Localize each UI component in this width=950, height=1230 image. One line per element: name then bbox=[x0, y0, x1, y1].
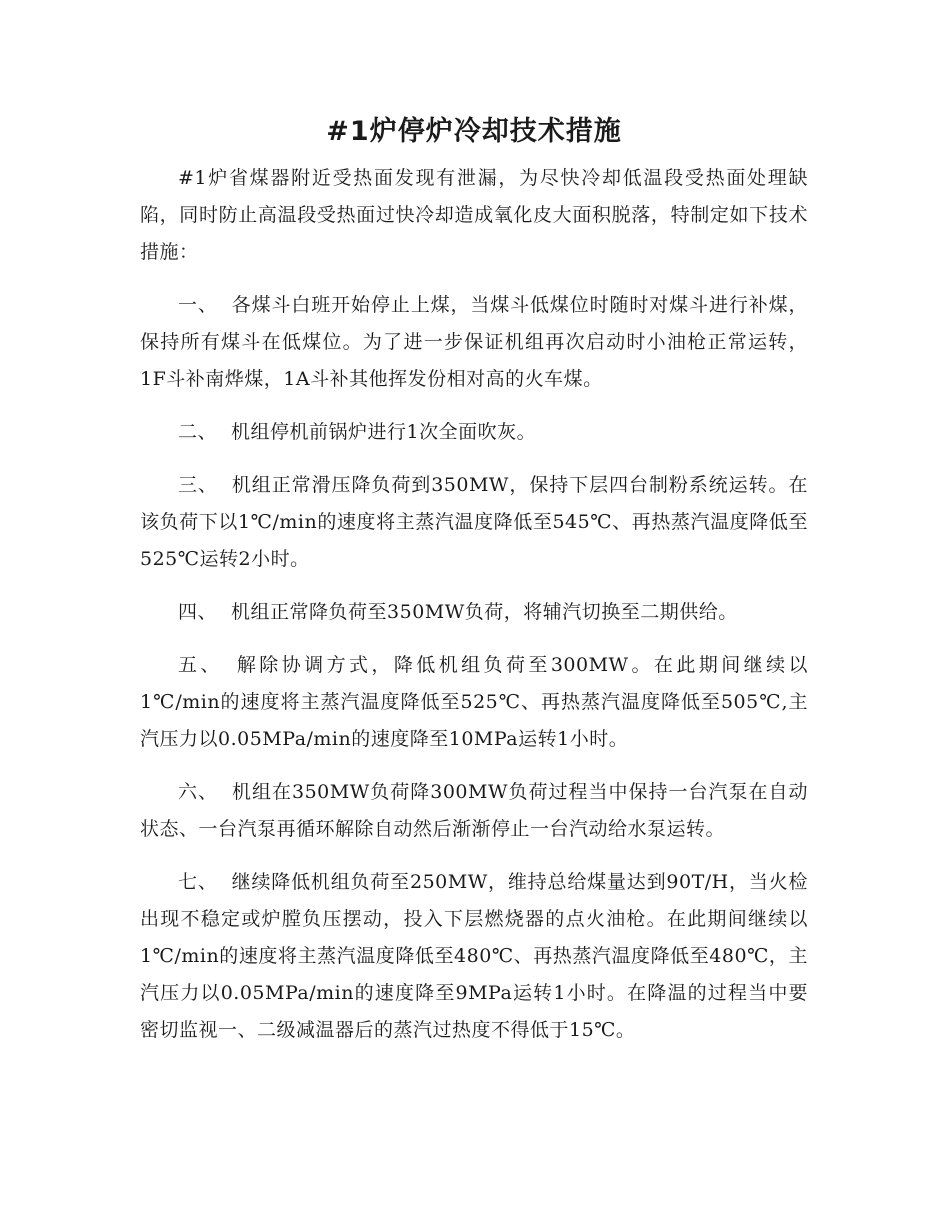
item-number: 七、 bbox=[178, 871, 218, 893]
measure-item-5 bbox=[140, 647, 808, 758]
item-text: 机组停机前锅炉进行1次全面吹灰。 bbox=[231, 421, 537, 443]
item-text: 各煤斗白班开始停止上煤，当煤斗低煤位时随时对煤斗进行补煤，保持所有煤斗在低煤位。为了进一步保证机组再次启动时小油枪正常运转，1F斗补南烨煤，1A斗补其他挥发份相对高的火车煤。 bbox=[140, 294, 808, 390]
document-page bbox=[140, 110, 808, 1049]
intro-paragraph: #1炉省煤器附近受热面发现有泄漏，为尽快冷却低温段受热面处理缺陷，同时防止高温段受热面过快冷却造成氧化皮大面积脱落，特制定如下技术措施： bbox=[140, 167, 808, 263]
measure-item-4 bbox=[140, 594, 808, 631]
item-text: 机组正常降负荷至350MW负荷，将辅汽切换至二期供给。 bbox=[231, 601, 738, 623]
measure-item-6 bbox=[140, 774, 808, 848]
item-number: 三、 bbox=[178, 474, 218, 496]
item-number: 四、 bbox=[178, 601, 218, 623]
item-number: 一、 bbox=[178, 294, 218, 316]
item-text: 机组正常滑压降负荷到350MW，保持下层四台制粉系统运转。在该负荷下以1℃/min的速度将主蒸汽温度降低至545℃、再热蒸汽温度降低至525℃运转2小时。 bbox=[140, 474, 808, 570]
measure-item-3 bbox=[140, 467, 808, 578]
item-text: 机组在350MW负荷降300MW负荷过程当中保持一台汽泵在自动状态、一台汽泵再循环解除自动然后渐渐停止一台汽动给水泵运转。 bbox=[140, 781, 808, 840]
measure-item-7 bbox=[140, 864, 808, 1049]
item-number: 二、 bbox=[178, 421, 218, 443]
item-number: 六、 bbox=[178, 781, 218, 803]
measure-item-2 bbox=[140, 414, 808, 451]
item-text: 继续降低机组负荷至250MW，维持总给煤量达到90T/H，当火检出现不稳定或炉膛负压摆动，投入下层燃烧器的点火油枪。在此期间继续以1℃/min的速度将主蒸汽温度降低至480℃、再热蒸汽温度降低至480℃，主汽压力以0.05MPa/min的速度降至9MPa运转1小时。在降温的过程当中要密切监视一、二级减温器后的蒸汽过热度不得低于15℃。 bbox=[140, 871, 808, 1041]
measure-item-1 bbox=[140, 287, 808, 398]
document-title: #1炉停炉冷却技术措施 bbox=[326, 116, 622, 147]
item-number: 五、 bbox=[178, 654, 223, 676]
item-text: 解除协调方式，降低机组负荷至300MW。在此期间继续以1℃/min的速度将主蒸汽温度降低至525℃、再热蒸汽温度降低至505℃,主汽压力以0.05MPa/min的速度降至10MPa运转1小时。 bbox=[140, 654, 808, 750]
